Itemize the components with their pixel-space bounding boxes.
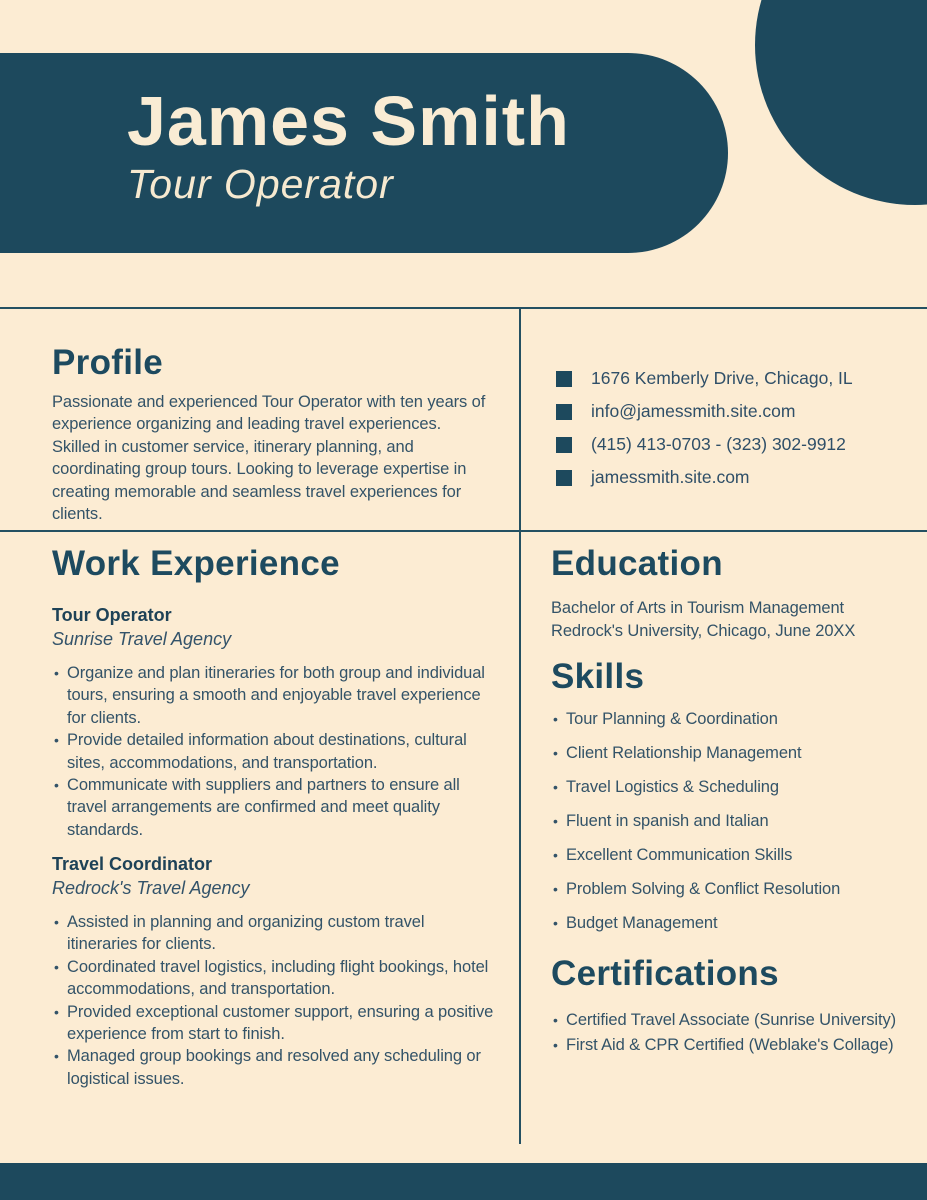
job-bullet-list: [52, 911, 497, 1090]
skill-item: • Client Relationship Management: [551, 742, 921, 764]
contact-address: 1676 Kemberly Drive, Chicago, IL: [591, 368, 853, 388]
job-title: Travel Coordinator: [52, 854, 213, 874]
work-experience-heading: Work Experience: [52, 544, 340, 583]
skill-item: • Excellent Communication Skills: [551, 844, 921, 866]
contact-row-phone: [556, 428, 853, 461]
job-bullet: • Communicate with suppliers and partners to ensure all travel arrangements are confirmed and meet quality standards.: [52, 774, 497, 841]
job-bullet: • Managed group bookings and resolved any scheduling or logistical issues.: [52, 1045, 497, 1090]
education-block: [551, 597, 921, 643]
contact-list: [556, 362, 853, 494]
horizontal-divider-top: [0, 307, 927, 309]
skill-item: • Budget Management: [551, 912, 921, 934]
location-square-icon: [556, 371, 572, 387]
skills-list: [551, 708, 921, 934]
education-school: Redrock's University, Chicago, June 20XX: [551, 622, 856, 640]
certification-item: • First Aid & CPR Certified (Weblake's Collage): [551, 1033, 927, 1058]
decorative-circle: [755, 0, 927, 205]
contact-row-email: [556, 395, 853, 428]
skill-item: • Travel Logistics & Scheduling: [551, 776, 921, 798]
contact-website: jamessmith.site.com: [591, 467, 750, 487]
contact-email: info@jamessmith.site.com: [591, 401, 796, 421]
job-title: Tour Operator: [52, 605, 172, 625]
certifications-list: [551, 1008, 927, 1058]
education-heading: Education: [551, 544, 723, 583]
vertical-column-divider: [519, 307, 521, 1144]
person-name: James Smith: [127, 82, 570, 160]
contact-phone: (415) 413-0703 - (323) 302-9912: [591, 434, 846, 454]
job-bullet: • Organize and plan itineraries for both group and individual tours, ensuring a smooth and enjoyable travel experience for clients.: [52, 662, 497, 729]
education-degree: Bachelor of Arts in Tourism Management: [551, 599, 845, 617]
certification-item: • Certified Travel Associate (Sunrise University): [551, 1008, 927, 1033]
email-square-icon: [556, 404, 572, 420]
footer-bar: [0, 1163, 927, 1200]
job-company: Redrock's Travel Agency: [52, 878, 250, 898]
profile-heading: Profile: [52, 343, 164, 382]
job-bullet: • Provide detailed information about destinations, cultural sites, accommodations, and transportation.: [52, 729, 497, 774]
profile-text: Passionate and experienced Tour Operator with ten years of experience organizing and leading travel experiences. Skilled in customer service, itinerary planning, and coordinating group tours. Looking to leverage expertise in creating memorable and seamless travel experiences for clients.: [52, 393, 486, 524]
job-bullet: • Provided exceptional customer support, ensuring a positive experience from start to finish.: [52, 1001, 497, 1046]
skill-item: • Fluent in spanish and Italian: [551, 810, 921, 832]
contact-row-address: [556, 362, 853, 395]
certifications-heading: Certifications: [551, 954, 779, 993]
person-job-title: Tour Operator: [127, 161, 394, 207]
website-square-icon: [556, 470, 572, 486]
job-bullet-list: [52, 662, 497, 841]
phone-square-icon: [556, 437, 572, 453]
horizontal-divider-middle: [0, 530, 927, 532]
job-bullet: • Assisted in planning and organizing custom travel itineraries for clients.: [52, 911, 497, 956]
skills-heading: Skills: [551, 657, 645, 696]
contact-row-website: [556, 461, 853, 494]
header-banner: [0, 53, 728, 253]
job-bullet: • Coordinated travel logistics, including flight bookings, hotel accommodations, and transportation.: [52, 956, 497, 1001]
job-company: Sunrise Travel Agency: [52, 629, 232, 649]
skill-item: • Tour Planning & Coordination: [551, 708, 921, 730]
skill-item: • Problem Solving & Conflict Resolution: [551, 878, 921, 900]
